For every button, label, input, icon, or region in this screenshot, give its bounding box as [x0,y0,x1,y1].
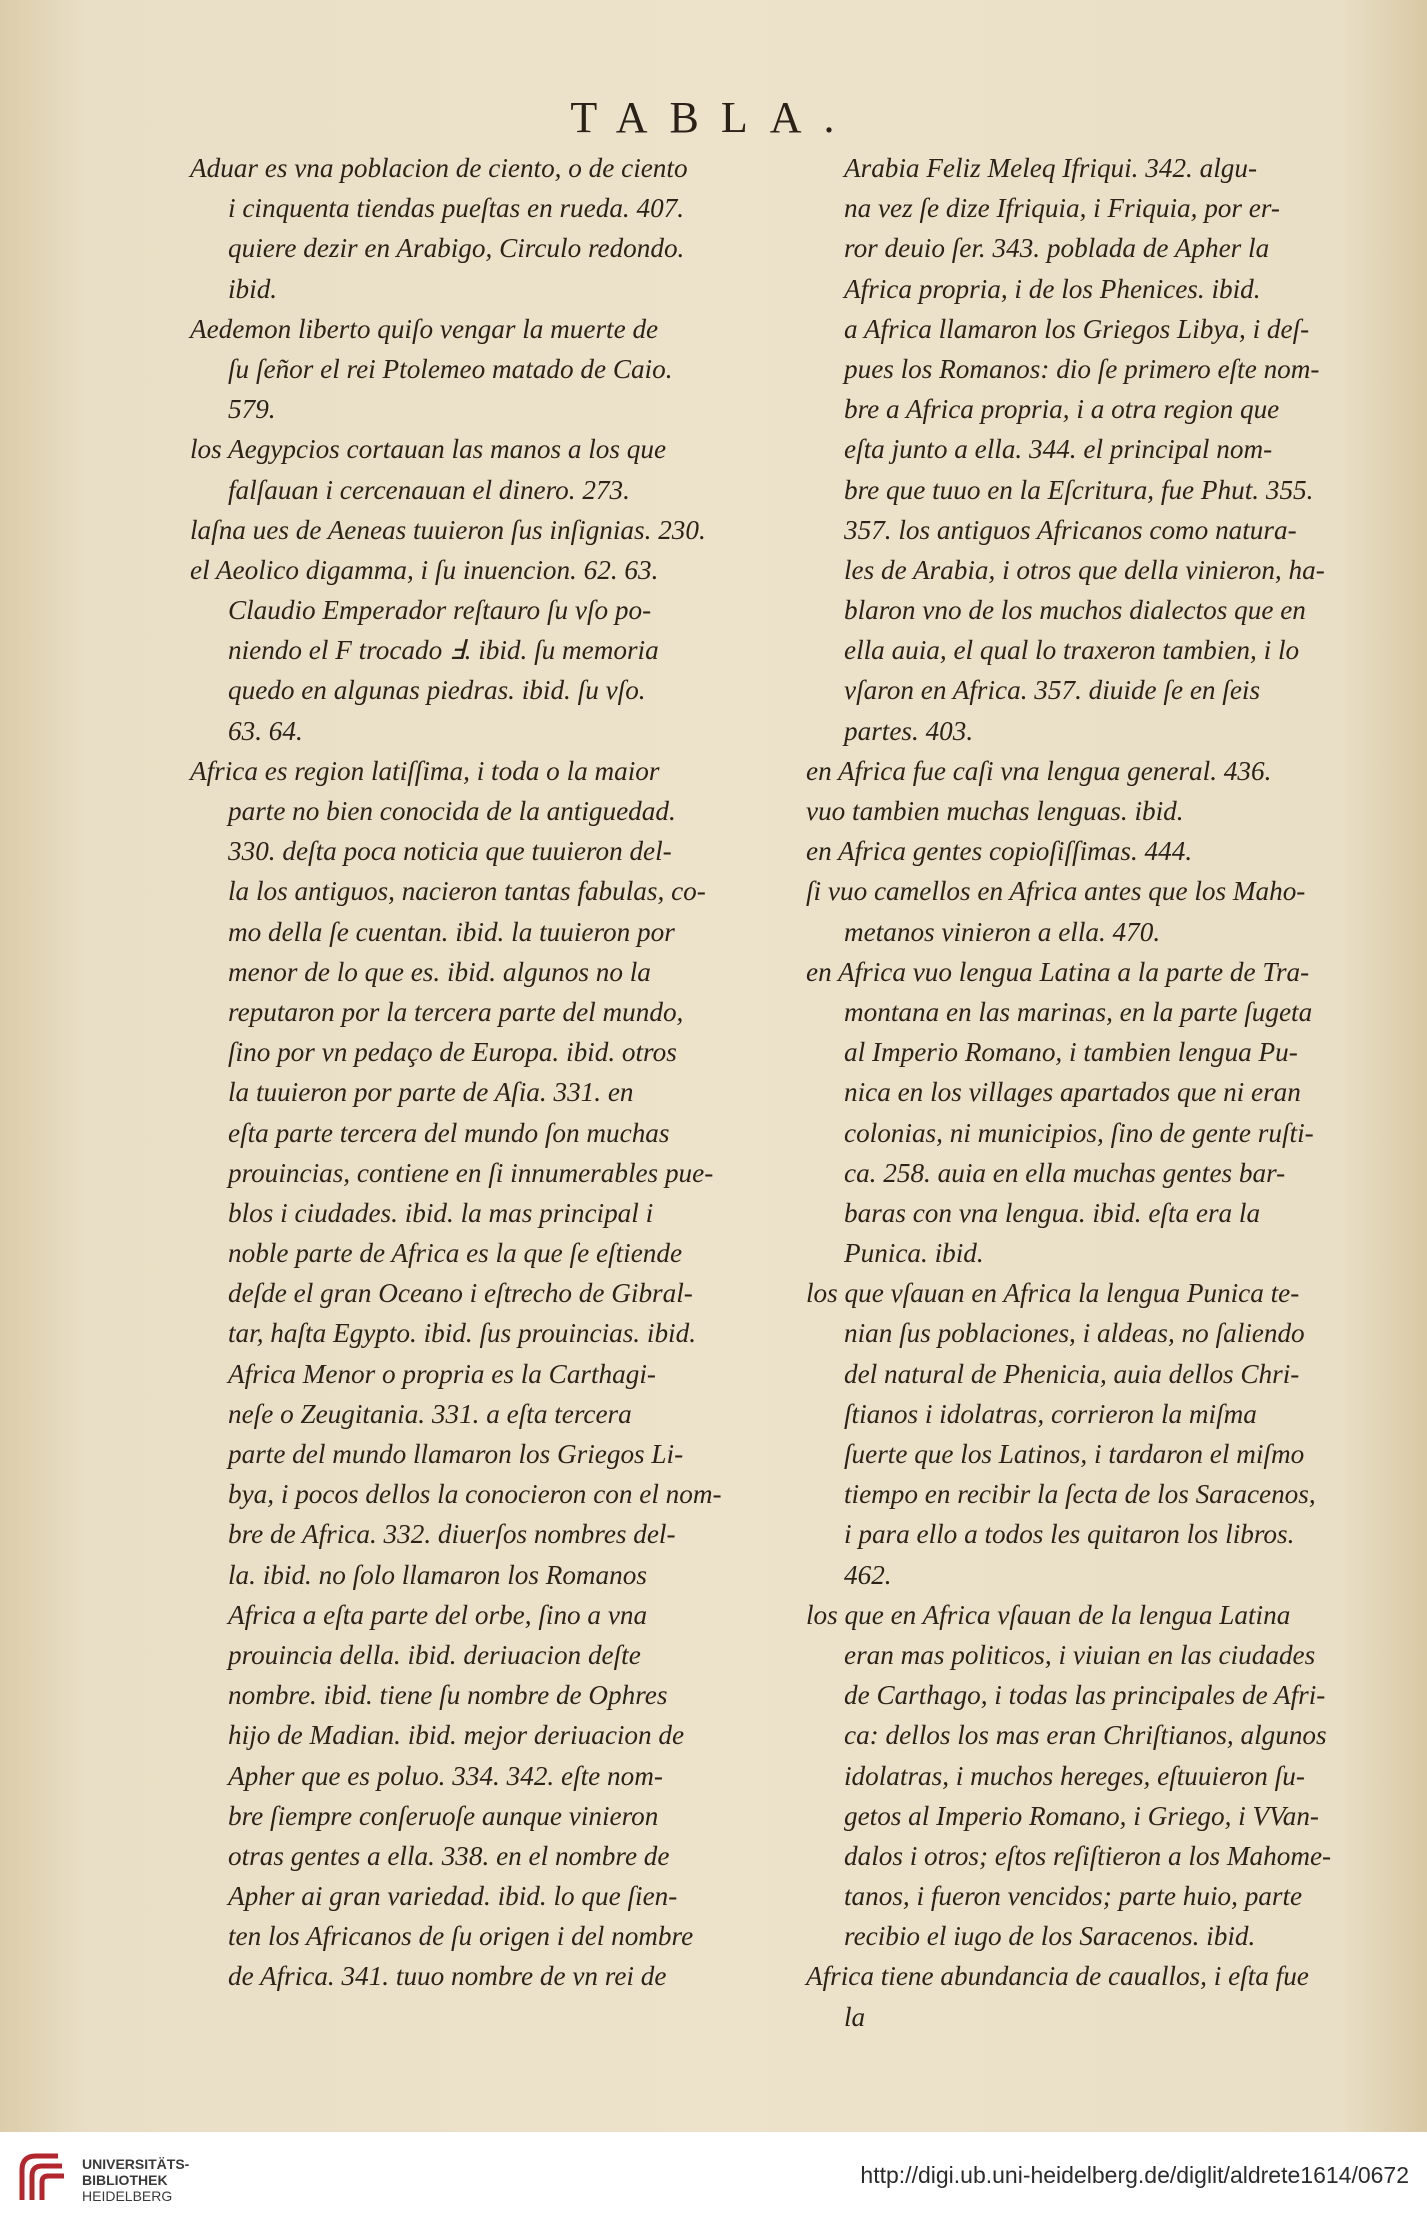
index-line: getos al Imperio Romano, i Griego, i VVan- [844,1800,1319,1831]
index-line: al Imperio Romano, i tambien lengua Pu- [844,1037,1298,1068]
index-line: Apher que es poluo. 334. 342. eſte nom- [228,1760,663,1791]
index-line: i cinquenta tiendas pueſtas en rueda. 407. [228,193,685,224]
index-line: quiere dezir en Arabigo, Circulo redondo. [228,233,685,264]
index-line: eran mas politicos, i viuian en las ciudades [844,1639,1316,1670]
index-line: recibio el iugo de los Saracenos. ibid. [844,1921,1256,1952]
index-line: montana en las marinas, en la parte ſugeta [844,996,1313,1027]
index-line: 579. [228,394,276,425]
index-line: de Carthago, i todas las principales de Afri- [844,1680,1326,1711]
index-line: dalos i otros; eſtos reſiſtieron a los Mahome- [844,1840,1332,1871]
index-line: la [844,2001,866,2032]
left-column [190,148,800,1997]
index-line: baras con vna lengua. ibid. eſta era la [844,1197,1261,1228]
index-line: Claudio Emperador reſtauro ſu vſo po- [228,595,652,626]
index-line: parte no bien conocida de la antiguedad. [228,796,676,826]
index-line: mo della ſe cuentan. ibid. la tuuieron por [228,916,675,947]
index-line: hijo de Madian. ibid. mejor deriuacion de [228,1720,685,1751]
index-line: neſe o Zeugitania. 331. a eſta tercera [228,1398,632,1429]
index-line: los Aegypcios cortauan las manos a los que [190,434,667,465]
index-line: ella auia, el qual lo traxeron tambien, i lo [844,635,1300,666]
index-line: Aedemon liberto quiſo vengar la muerte de [190,313,659,344]
index-line: en Africa gentes copioſiſſimas. 444. [806,836,1193,867]
index-line: ſuerte que los Latinos, i tardaron el miſmo [844,1439,1305,1469]
index-line: bre a Africa propria, i a otra region que [844,394,1280,425]
index-line: la. ibid. no ſolo llamaron los Romanos [228,1559,647,1590]
library-name-line1: UNIVERSITÄTS- [82,2156,190,2172]
index-line: ror deuio ſer. 343. poblada de Apher la [844,233,1270,264]
index-line: vſaron en Africa. 357. diuide ſe en ſeis [844,675,1261,706]
index-line: Africa a eſta parte del orbe, ſino a vna [228,1599,648,1630]
index-line: tar, haſta Egypto. ibid. ſus prouincias. ibid. [228,1318,696,1349]
source-url-link[interactable]: http://digi.ub.uni-heidelberg.de/diglit/aldrete1614/0672 [860,2162,1409,2188]
index-line: pues los Romanos: dio ſe primero eſte nom- [844,353,1320,384]
index-line: a Africa llamaron los Griegos Libya, i deſ- [844,313,1310,344]
index-line: ca: dellos los mas eran Chriſtianos, algunos [844,1720,1327,1751]
index-line: na vez ſe dize Ifriquia, i Friquia, por er- [844,193,1280,224]
index-line: menor de lo que es. ibid. algunos no la [228,956,651,987]
index-line: niendo el F trocado Ⅎ. ibid. ſu memoria [228,635,659,666]
index-line: colonias, ni municipios, ſino de gente ruſti- [844,1117,1314,1148]
index-line: ſtianos i idolatras, corrieron la miſma [844,1398,1257,1429]
index-line: nica en los villages apartados que ni eran [844,1077,1301,1108]
index-line: del natural de Phenicia, auia dellos Chri- [844,1358,1300,1389]
index-line: Punica. ibid. [844,1238,984,1269]
index-line: en Africa vuo lengua Latina a la parte de Tra- [806,956,1310,987]
index-line: partes. 403. [844,715,974,746]
index-line: de Africa. 341. tuuo nombre de vn rei de [228,1961,667,1992]
index-line: eſta parte tercera del mundo ſon muchas [228,1117,670,1148]
index-line: reputaron por la tercera parte del mundo, [228,996,684,1027]
index-line: Aduar es vna poblacion de ciento, o de ciento [190,153,688,183]
index-line: ca. 258. auia en ella muchas gentes bar- [844,1157,1286,1188]
index-line: 63. 64. [228,715,303,746]
library-name [82,2156,189,2204]
index-line: Africa es region latiſſima, i toda o la maior [190,755,660,786]
index-line: bya, i pocos dellos la conocieron con el nom- [228,1479,722,1510]
index-line: otras gentes a ella. 338. en el nombre de [228,1840,670,1871]
index-line: blaron vno de los muchos dialectos que en [844,595,1306,626]
index-line: Arabia Feliz Meleq Ifriqui. 342. algu- [844,153,1258,183]
index-line: laſna ues de Aeneas tuuieron ſus inſignias. 230. [190,514,706,545]
index-line: nian ſus poblaciones, i aldeas, no ſaliendo [844,1318,1305,1349]
index-line: blos i ciudades. ibid. la mas principal i [228,1197,654,1228]
index-line: prouincias, contiene en ſi innumerables pue- [228,1157,714,1188]
library-name-line2: BIBLIOTHEK [82,2172,168,2188]
index-line: parte del mundo llamaron los Griegos Li- [228,1439,684,1469]
index-line: los que vſauan en Africa la lengua Punica te- [806,1278,1300,1309]
index-line: Africa tiene abundancia de cauallos, i eſta fue [806,1961,1309,1992]
index-line: la tuuieron por parte de Aſia. 331. en [228,1077,634,1108]
index-line: ten los Africanos de ſu origen i del nombre [228,1921,694,1952]
index-line: bre que tuuo en la Eſcritura, fue Phut. 355. [844,474,1314,505]
index-line: tanos, i fueron vencidos; parte huio, parte [844,1881,1303,1912]
index-line: falſauan i cercenauan el dinero. 273. [228,474,630,505]
index-line: en Africa fue caſi vna lengua general. 436. [806,755,1272,786]
index-line: 330. deſta poca noticia que tuuieron del- [228,836,672,867]
index-line: ſi vuo camellos en Africa antes que los Maho- [806,876,1306,907]
index-line: noble parte de Africa es la que ſe eſtiende [228,1238,683,1269]
index-line: Africa propria, i de los Phenices. ibid. [844,273,1261,304]
index-line: Africa Menor o propria es la Carthagi- [228,1358,656,1389]
index-line: deſde el gran Oceano i eſtrecho de Gibral- [228,1278,693,1309]
index-line: quedo en algunas piedras. ibid. ſu vſo. [228,675,646,706]
index-line: bre de Africa. 332. diuerſos nombres del- [228,1519,676,1550]
index-line: idolatras, i muchos hereges, eſtuuieron ſu- [844,1760,1305,1791]
index-line: metanos vinieron a ella. 470. [844,916,1161,947]
index-line: los que en Africa vſauan de la lengua Latina [806,1599,1291,1630]
running-head: TABLA. [570,93,857,142]
index-line: bre ſiempre conſeruoſe aunque vinieron [228,1800,659,1831]
library-logo-icon [14,2150,70,2206]
footer-bar [0,2132,1427,2234]
library-name-line3: HEIDELBERG [82,2188,173,2204]
index-line: les de Arabia, i otros que della vinieron, ha- [844,554,1325,585]
index-line: la los antiguos, nacieron tantas fabulas, co- [228,876,706,907]
right-column [806,148,1416,2037]
index-line: el Aeolico digamma, i ſu inuencion. 62. 63. [190,554,659,585]
index-line: prouincia della. ibid. deriuacion deſte [228,1639,641,1670]
index-line: eſta junto a ella. 344. el principal nom- [844,434,1273,465]
index-line: ſu ſeñor el rei Ptolemeo matado de Caio. [228,353,673,384]
index-line: Apher ai gran variedad. ibid. lo que ſien- [228,1881,678,1912]
index-line: vuo tambien muchas lenguas. ibid. [806,796,1184,826]
index-line: i para ello a todos les quitaron los libros. [844,1519,1295,1550]
index-line: 462. [844,1559,892,1590]
index-line: ſino por vn pedaço de Europa. ibid. otros [228,1037,677,1068]
index-line: nombre. ibid. tiene ſu nombre de Ophres [228,1680,668,1711]
index-line: ibid. [228,273,278,304]
index-line: 357. los antiguos Africanos como natura- [844,514,1297,545]
index-line: tiempo en recibir la ſecta de los Saracenos, [844,1479,1316,1510]
